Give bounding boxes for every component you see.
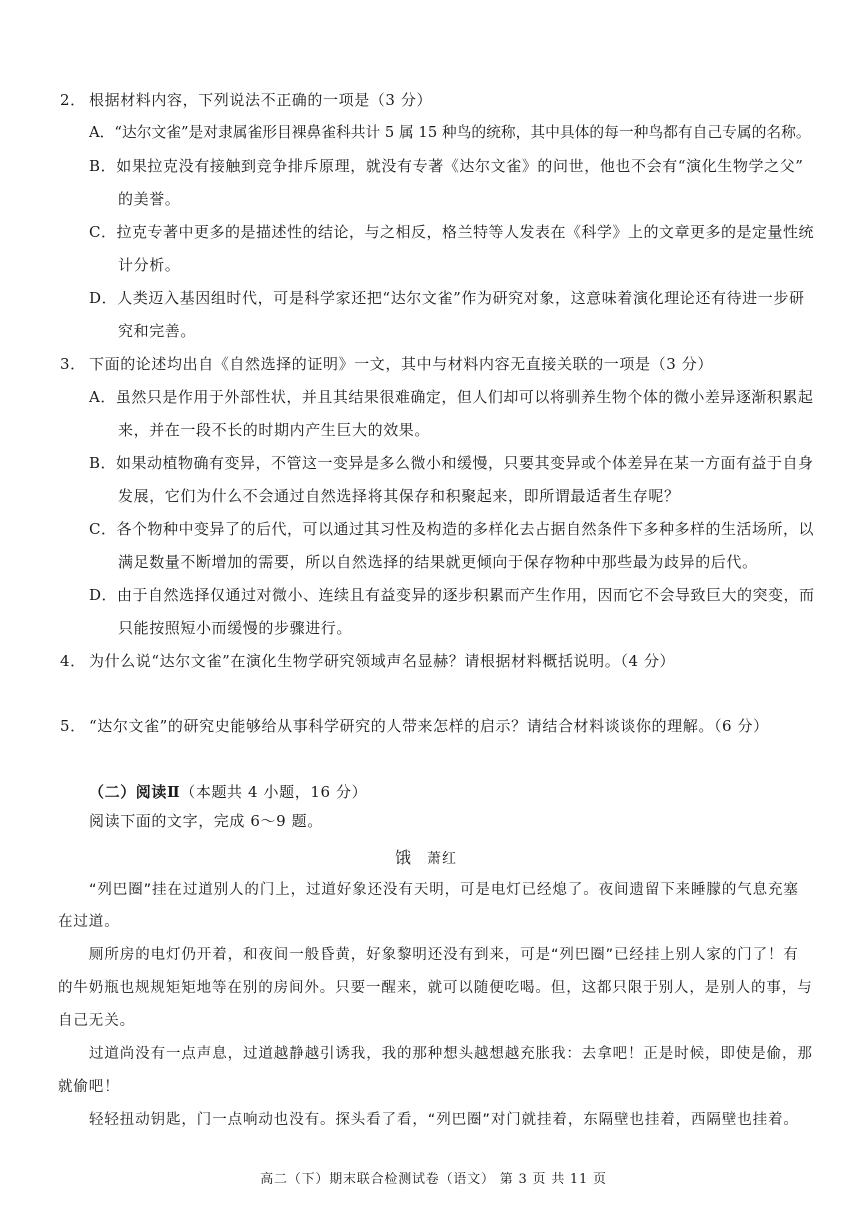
section-2-instruction: 阅读下面的文字，完成 6～9 题。 <box>89 812 323 830</box>
story-title <box>395 848 457 869</box>
q2-option-d-line2: 究和完善。 <box>118 322 197 340</box>
q5-stem: “达尔文雀”的研究史能够给从事科学研究的人带来怎样的启示？请结合材料谈谈你的理解。（6 分） <box>89 717 769 735</box>
page-footer: 高二（下）期末联合检测试卷（语文） 第 3 页 共 11 页 <box>260 1172 607 1187</box>
story-paragraph-4-line1: 轻轻扭动钥匙，门一点响动也没有。探头看了看，“列巴圈”对门就挂着，东隔壁也挂着，西隔壁也挂着。 <box>89 1112 799 1128</box>
q3-option-a-line1: A．虽然只是作用于外部性状，并且其结果很难确定，但人们却可以将驯养生物个体的微小差异逐渐积累起 <box>89 388 814 406</box>
q3-option-c-line2: 满足数量不断增加的需要，所以自然选择的结果就更倾向于保存物种中那些最为歧异的后代。 <box>118 553 758 571</box>
story-paragraph-1-line1: “列巴圈”挂在过道别人的门上，过道好象还没有天明，可是电灯已经熄了。夜间遗留下来睡朦的气息充塞 <box>89 882 799 898</box>
story-paragraph-2-line2: 的牛奶瓶也规规矩矩地等在别的房间外。只要一醒来，就可以随便吃喝。但，这都只限于别人，是别人的事，与 <box>58 980 813 996</box>
story-author: 萧红 <box>427 851 458 867</box>
q3-option-b-line1: B．如果动植物确有变异，不管这一变异是多么微小和缓慢，只要其变异或个体差异在某一方面有益于自身 <box>89 454 814 472</box>
q4-stem: 为什么说“达尔文雀”在演化生物学研究领域声名显赫？请根据材料概括说明。（4 分） <box>89 652 676 670</box>
q2-option-b-line2: 的美誉。 <box>118 190 181 208</box>
section-2-heading <box>89 782 367 802</box>
q5-number: 5． <box>60 717 86 735</box>
q3-option-b-line2: 发展，它们为什么不会通过自然选择将其保存和积聚起来，即所谓最适者生存呢？ <box>118 487 680 505</box>
q2-number: 2． <box>60 91 86 109</box>
section-2-title: （二）阅读Ⅱ <box>89 783 181 801</box>
q2-option-d-line1: D．人类迈入基因组时代，可是科学家还把“达尔文雀”作为研究对象，这意味着演化理论还有待进一步研 <box>89 289 805 307</box>
story-paragraph-1-line2: 在过道。 <box>58 914 120 930</box>
q4-number: 4． <box>60 652 86 670</box>
q2-option-c-line2: 计分析。 <box>118 256 181 274</box>
story-paragraph-3-line2: 就偷吧！ <box>58 1079 120 1095</box>
q2-option-a: A．“达尔文雀”是对隶属雀形目裸鼻雀科共计 5 属 15 种鸟的统称，其中具体的每一种鸟都有自己专属的名称。 <box>89 124 811 141</box>
q3-option-a-line2: 来，并在一段不长的时期内产生巨大的效果。 <box>118 421 431 439</box>
story-paragraph-2-line1: 厕所房的电灯仍开着，和夜间一般昏黄，好象黎明还没有到来，可是“列巴圈”已经挂上别人家的门了！有 <box>89 947 799 963</box>
q3-stem: 下面的论述均出自《自然选择的证明》一文，其中与材料内容无直接关联的一项是（3 分） <box>89 355 713 373</box>
story-paragraph-3-line1: 过道尚没有一点声息，过道越静越引诱我，我的那种想头越想越充胀我：去拿吧！正是时候，即使是偷，那 <box>89 1046 813 1062</box>
section-2-note: （本题共 4 小题，16 分） <box>180 783 368 801</box>
story-title-text: 饿 <box>395 848 414 867</box>
q3-option-d-line1: D．由于自然选择仅通过对微小、连续且有益变异的逐步积累而产生作用，因而它不会导致巨大的突变，而 <box>89 586 815 604</box>
q3-option-c-line1: C．各个物种中变异了的后代，可以通过其习性及构造的多样化去占据自然条件下多种多样的生活场所，以 <box>89 520 814 538</box>
q2-option-b-line1: B．如果拉克没有接触到竞争排斥原理，就没有专著《达尔文雀》的问世，他也不会有“演化生物学之父” <box>89 157 804 175</box>
q3-option-d-line2: 只能按照短小而缓慢的步骤进行。 <box>118 619 353 637</box>
q2-option-c-line1: C．拉克专著中更多的是描述性的结论，与之相反，格兰特等人发表在《科学》上的文章更多的是定量性统 <box>89 223 814 241</box>
q2-stem: 根据材料内容，下列说法不正确的一项是（3 分） <box>89 91 433 109</box>
story-paragraph-2-line3: 自己无关。 <box>58 1013 135 1029</box>
q3-number: 3． <box>60 355 86 373</box>
